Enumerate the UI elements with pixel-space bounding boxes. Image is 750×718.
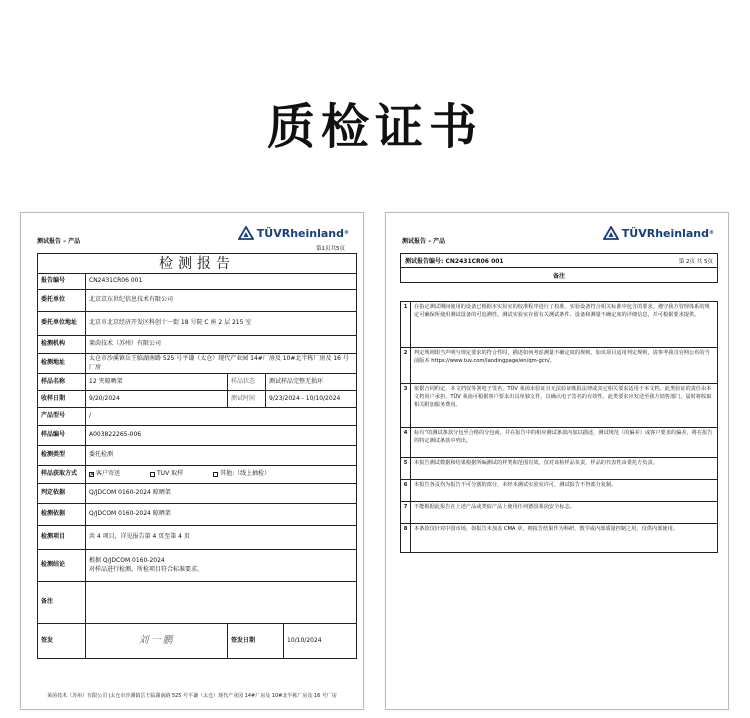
report-header-table [400,253,718,283]
value-lab-address: 太仓市沙溪镇岳王临湖南路 525 号平谦（太仓）现代产业园 14#厂房及 10#北半栋厂房及 16 号厂房 [89,355,349,371]
note-text: 本报告各页均为报告不可分割的部分，未经本测试实验室许可，测试报告不得部分复制。 [414,482,617,488]
label-report-no: 报告编号 [38,274,86,289]
row-lab-address [38,354,356,374]
option-other [213,470,270,478]
note-number: 1 [401,302,411,347]
conclusion-line-2: 对样品进行检测，所检项目符合标准要求。 [89,565,204,573]
option-label: 客户寄送 [96,470,121,478]
label-items: 检测项目 [38,526,86,549]
page-number: 第1页共5页 [316,246,345,252]
row-sample-name [38,374,356,391]
note-row [401,480,717,502]
label-acquisition: 样品获取方式 [38,466,86,483]
signature-cell [86,624,228,658]
value-lab: 莱茵技术（苏州）有限公司 [89,340,162,348]
note-text: 本报告测试数据和结果根据所编测试的样类和范围有效。仅对该检样品负责，样品的代表性由委托方负责。 [414,460,658,466]
brand-reg-mark: ® [344,230,349,236]
option-label: TUV 取样 [157,470,184,478]
value-items: 共 4 项目，详见报告第 4 页至第 4 页 [89,533,190,541]
report-table [37,253,357,659]
row-report-no [38,274,356,290]
row-criteria [38,484,356,504]
note-number: 2 [401,348,411,383]
notes-table [400,301,718,553]
label-conclusion: 检测结论 [38,550,86,581]
row-lab [38,336,356,354]
acquisition-options [86,466,356,483]
note-text: 本条款仅针对中国市场，如报告未加盖 CMA 章，则报告结果作为科研、教学或内部质量控制之用，仅供内部使用。 [414,526,678,532]
tuv-triangle-icon [238,226,254,240]
conclusion-line-1: 根据 Q/JDCOM 0160-2024 [89,557,165,565]
note-text: 在指定测试期间使用的设备已根据本实验室的校准程序进行了校准。实验设备符合相关标准中包含的要求。遵守我方管理体系的规定可确保所使用测试设备的可追溯性。测试实验室存留有关测试条件、设备和测量不确定度的详细信息，并可根据要求提供。 [414,304,710,318]
note-row [401,428,717,458]
value-report-no: CN2431CR06 001 [89,277,143,285]
test-report-page-1 [20,212,364,710]
label-client-address: 委托单位地址 [38,312,86,335]
report-heading: 检测报告 [38,254,356,274]
brand-name: TÜVRheinland [256,226,344,240]
note-row [401,458,717,480]
label-received-date: 收样日期 [38,391,86,407]
note-row [401,348,717,384]
value-sample-name: 12 夹晾晒架 [86,374,228,390]
row-items [38,526,356,550]
value-remarks [86,582,356,623]
page-footer: 莱茵技术（苏州）有限公司 |太仓市沙溪镇岳王临湖南路 525 号平谦（太仓）现代产业园 14#厂房及 10#北半栋厂房及 16 号厂房 [47,693,337,699]
test-report-page-2 [385,212,729,710]
checkbox-icon [89,472,94,477]
report-type-label: 测试报告 – 产品 [37,238,81,245]
notes-title: 备注 [552,272,565,280]
option-tuv-sampling [150,470,183,478]
note-text: 判定规则即当声明与规定要求的符合性时，描述如何考虑测量不确定度的规则。如该项目适用判定规则，请参考我司官网公布的当前版本 https://www.tuv.com/landingpage/en/qm-gcn/。 [414,350,710,364]
row-basis [38,504,356,526]
row-remarks [38,582,356,624]
note-row [401,502,717,524]
tuv-rheinland-logo [603,223,714,243]
label-lab-address: 检测地址 [38,354,86,373]
note-text: 不能根据此报告在上述产品或类似产品上使用任何德国莱茵安全标志。 [414,504,575,510]
note-row [401,384,717,428]
report-type-label: 测试报告 – 产品 [402,238,446,245]
note-number: 6 [401,480,411,501]
page-number: 第 2页 共 5页 [678,258,713,265]
handwritten-signature: 刘一鹏 [138,635,175,647]
label-model: 产品型号 [38,408,86,425]
label-basis: 检测依据 [38,504,86,525]
brand-reg-mark: ® [709,230,714,236]
label-issue: 签发 [38,624,86,658]
row-received [38,391,356,408]
row-issue [38,624,356,658]
value-basis: Q/JDCOM 0160-2024 晾晒架 [89,510,171,518]
page-title: 质检证书 [266,99,483,155]
tuv-rheinland-logo [238,223,349,243]
row-conclusion [38,550,356,582]
row-client [38,290,356,312]
row-sample-no [38,426,356,446]
label-sample-name: 样品名称 [38,374,86,390]
label-test-type: 检测类型 [38,446,86,465]
note-row [401,524,717,552]
label-sample-no: 样品编号 [38,426,86,445]
row-client-address [38,312,356,336]
checkbox-icon [213,472,218,477]
option-client-sent [89,470,120,478]
note-number: 4 [401,428,411,457]
label-remarks: 备注 [38,582,86,623]
value-issue-date: 10/10/2024 [287,636,322,644]
report-number-row [401,254,717,268]
value-received-date: 9/20/2024 [86,391,228,407]
row-model [38,408,356,426]
note-text: 标有“的测试条款分包至合格的分包商，并在报告中的相应测试条款内加以描述。测试规范（的偏差）或客户要求的偏差，将在报告的特定测试条款中列出。 [414,430,713,444]
option-label: 其他:（线上抽检） [220,470,271,478]
label-client: 委托单位 [38,290,86,311]
note-number: 5 [401,458,411,479]
checkbox-icon [150,472,155,477]
report-number: 测试报告编号: CN2431CR06 001 [405,258,504,265]
note-number: 7 [401,502,411,523]
note-number: 3 [401,384,411,427]
label-issue-date: 签发日期 [228,624,284,658]
label-test-period: 测试时间 [228,391,266,407]
label-lab: 检测机构 [38,336,86,353]
label-sample-state: 样品状态 [228,374,266,390]
value-client: 北京京东世纪信息技术有限公司 [89,296,174,304]
note-row [401,302,717,348]
note-number: 8 [401,524,411,552]
value-sample-no: A003822265-006 [89,431,142,439]
brand-name: TÜVRheinland [621,226,709,240]
value-criteria: Q/JDCOM 0160-2024 晾晒架 [89,489,171,497]
row-acquisition [38,466,356,484]
note-text: 依据合同约定，本文档仅等署电子签名，TÜV 莱茵未验证且无法验证帐报法律或其它相关要求适用于本文档。此类验证的责任由本文档用户承担。TÜV 莱茵可根据客户要求出具单独文件，以确认电子签名的有效性。此类要求应发送至我方销售部门，届时将收取相关附加服务费用。 [414,386,712,408]
value-client-address: 北京市北京经济开发区科创十一街 18 号院 C 座 2 层 215 室 [89,319,252,327]
value-model: / [89,412,92,420]
label-criteria: 判定依据 [38,484,86,503]
value-sample-state: 测试样品完整无损坏 [269,377,324,385]
tuv-triangle-icon [603,226,619,240]
value-test-type: 委托检测 [89,451,114,459]
value-test-period: 9/23/2024 - 10/10/2024 [269,394,341,402]
row-test-type [38,446,356,466]
